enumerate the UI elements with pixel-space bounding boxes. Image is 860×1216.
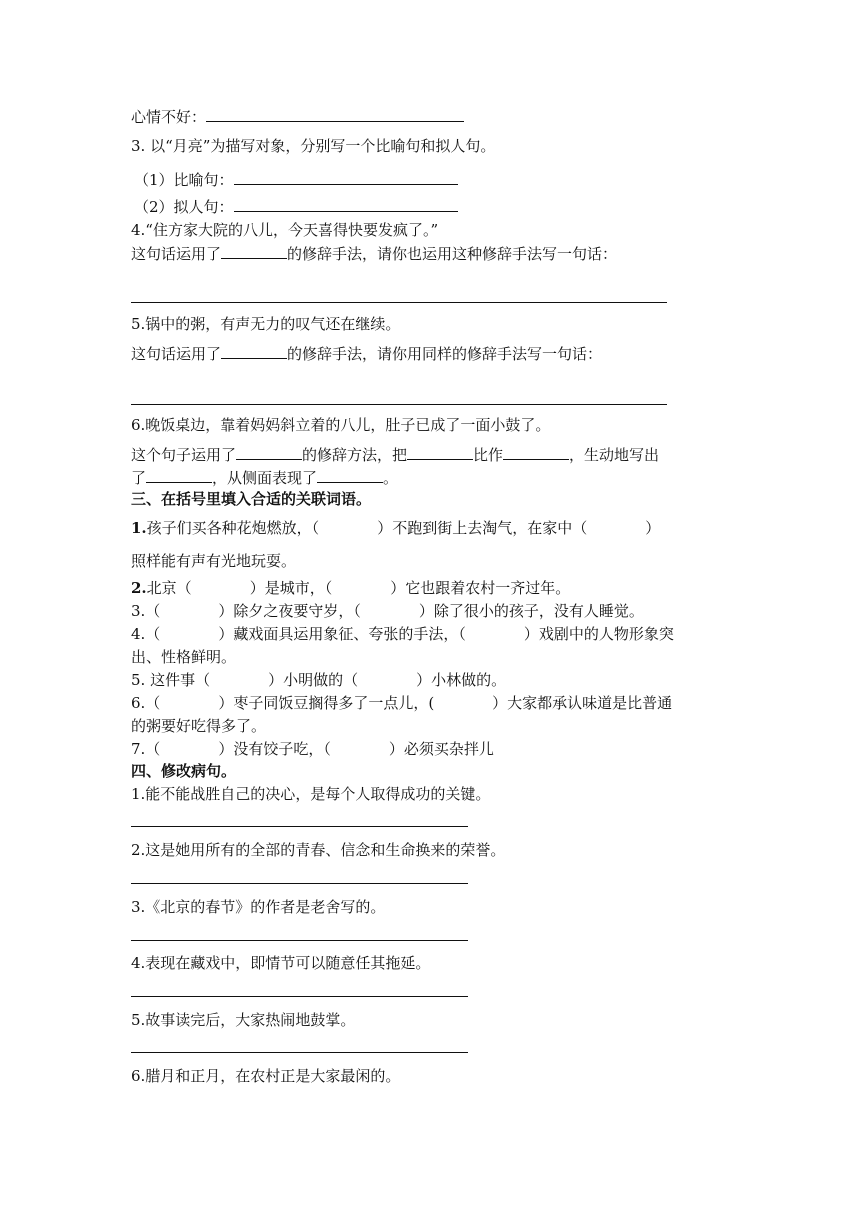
answer-blank[interactable] (503, 444, 569, 460)
s3-item-1 (131, 518, 660, 538)
item-text: 4.（ (131, 625, 161, 643)
prompt-text: 这句话运用了 (131, 245, 222, 263)
answer-line[interactable] (131, 996, 468, 997)
question-4: 4.“住方家大院的八儿，今天喜得快要发疯了。” (131, 221, 439, 239)
item-text: ）它也跟着农村一齐过年。 (390, 579, 571, 597)
section-4-title: 四、修改病句。 (131, 762, 237, 780)
question-3-simile (134, 169, 458, 190)
question-6-prompt (131, 444, 659, 465)
item-number: 2. (131, 579, 147, 597)
s4-item-3: 3.《北京的春节》的作者是老舍写的。 (131, 898, 386, 916)
prompt-text: 。 (383, 469, 399, 487)
simile-label: （1）比喻句： (134, 171, 234, 189)
bad-mood-line (131, 106, 464, 127)
s4-item-5: 5.故事读完后，大家热闹地鼓掌。 (131, 1011, 356, 1029)
s3-item-7 (131, 739, 494, 759)
answer-blank[interactable] (317, 467, 383, 483)
s3-item-4-cont: 出、性格鲜明。 (131, 648, 237, 666)
prompt-text: ，生动地写出 (569, 446, 660, 464)
item-text: ）没有饺子吃，（ (218, 740, 331, 758)
item-text: ）除了很小的孩子，没有人睡觉。 (418, 602, 644, 620)
s3-item-6-cont: 的粥要好吃得多了。 (131, 717, 267, 735)
s3-item-1-cont: 照样能有声有光地玩耍。 (131, 552, 297, 570)
prompt-text: 比作 (473, 446, 504, 464)
item-text: 北京（ (146, 579, 192, 597)
s4-item-1: 1.能不能战胜自己的决心，是每个人取得成功的关键。 (131, 785, 491, 803)
answer-blank[interactable] (234, 196, 458, 212)
answer-line[interactable] (131, 1052, 468, 1053)
answer-blank[interactable] (407, 444, 473, 460)
item-text: ）大家都承认味道是比普通 (492, 694, 673, 712)
s3-item-2 (131, 578, 570, 598)
answer-blank[interactable] (221, 343, 287, 359)
item-text: ）不跑到街上去淘气，在家中（ (377, 519, 588, 537)
prompt-text: ，从侧面表现了 (212, 469, 318, 487)
item-text: ）戏剧中的人物形象突 (523, 625, 674, 643)
item-text: 6.（ (131, 694, 161, 712)
prompt-text: 的修辞手法，请你用同样的修辞手法写一句话： (287, 345, 603, 363)
answer-blank[interactable] (234, 169, 458, 185)
item-text: ）藏戏面具运用象征、夸张的手法，（ (218, 625, 466, 643)
item-text: ）小林做的。 (416, 671, 507, 689)
s4-item-2: 2.这是她用所有的全部的青春、信念和生命换来的荣誉。 (131, 841, 506, 859)
question-5-prompt (131, 343, 602, 364)
item-text: ）是城市，（ (249, 579, 333, 597)
answer-line[interactable] (131, 940, 468, 941)
question-5: 5.锅中的粥，有声无力的叹气还在继续。 (131, 315, 401, 333)
prompt-text: 了 (131, 469, 147, 487)
item-text: ）小明做的（ (268, 671, 359, 689)
item-text: 7.（ (131, 740, 161, 758)
section-3-title: 三、在括号里填入合适的关联词语。 (131, 490, 372, 508)
item-text: ）枣子同饭豆搁得多了一点儿，( (218, 694, 435, 712)
answer-line[interactable] (131, 826, 468, 827)
answer-blank[interactable] (206, 106, 464, 122)
prompt-text: 的修辞方法，把 (302, 446, 408, 464)
answer-line[interactable] (131, 883, 468, 884)
question-6: 6.晚饭桌边，靠着妈妈斜立着的八儿，肚子已成了一面小鼓了。 (131, 416, 551, 434)
item-text: 5. 这件事（ (131, 671, 211, 689)
answer-line[interactable] (131, 404, 667, 405)
question-3-personification (134, 196, 458, 217)
question-6-prompt-cont (131, 467, 398, 488)
prompt-text: 的修辞手法，请你也运用这种修辞手法写一句话： (287, 245, 618, 263)
item-text: ）除夕之夜要守岁，（ (218, 602, 361, 620)
s3-item-5 (131, 670, 506, 690)
prompt-text: 这个句子运用了 (131, 446, 237, 464)
question-3: 3. 以“月亮”为描写对象，分别写一个比喻句和拟人句。 (131, 137, 496, 155)
answer-blank[interactable] (146, 467, 212, 483)
personification-label: （2）拟人句： (134, 198, 234, 216)
item-text: 孩子们买各种花炮燃放，（ (146, 519, 320, 537)
s4-item-6: 6.腊月和正月，在农村正是大家最闲的。 (131, 1067, 401, 1085)
prompt-text: 这句话运用了 (131, 345, 222, 363)
item-text: 3.（ (131, 602, 161, 620)
s3-item-3 (131, 601, 644, 621)
item-text: ） (645, 519, 661, 537)
answer-blank[interactable] (221, 243, 287, 259)
item-number: 1. (131, 519, 147, 537)
s4-item-4: 4.表现在藏戏中，即情节可以随意任其拖延。 (131, 954, 431, 972)
s3-item-6 (131, 693, 672, 713)
s3-item-4 (131, 624, 674, 644)
question-4-prompt (131, 243, 617, 264)
answer-line[interactable] (131, 302, 667, 303)
item-text: ）必须买杂拌儿 (388, 740, 494, 758)
bad-mood-label: 心情不好： (131, 108, 207, 126)
answer-blank[interactable] (236, 444, 302, 460)
